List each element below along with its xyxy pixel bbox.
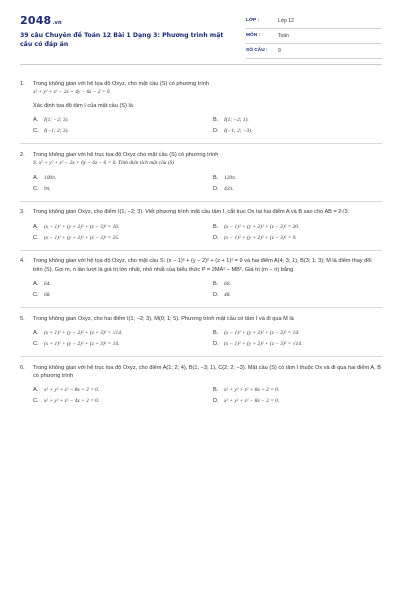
- info-label: LỚP :: [246, 18, 260, 23]
- option-value: 120π.: [224, 174, 237, 181]
- option-value: 68.: [44, 292, 51, 299]
- option-value: 64.: [44, 281, 51, 288]
- info-value: Lớp 12: [278, 18, 294, 24]
- option-value: (x − 1)² + (y + 2)² + (z − 3)² = √14.: [224, 341, 303, 348]
- option-value: (x − 1)² + (y + 2)² + (z − 3)² = 14.: [224, 330, 300, 337]
- option-label: C.: [33, 128, 39, 135]
- question-text: Trong không gian Oxyz, cho điểm I(1; −2; 3). Viết phương trình mặt cầu tâm I, cắt trục Ox tại hai điểm A và B sao cho AB = 2√3.: [33, 209, 350, 216]
- question-number: 1.: [20, 81, 25, 87]
- answer-option[interactable]: [213, 397, 279, 405]
- site-logo[interactable]: [20, 14, 62, 27]
- question-body: [33, 315, 382, 351]
- answer-row: [33, 280, 382, 291]
- answer-row: [33, 291, 382, 302]
- option-label: D.: [213, 341, 219, 348]
- question-subtext: Xác định tọa độ tâm I của mặt cầu (S) là: [33, 102, 133, 109]
- document-header: [20, 14, 382, 58]
- answer-options: [33, 223, 382, 245]
- option-label: D.: [213, 234, 219, 241]
- answer-option[interactable]: [213, 174, 236, 182]
- answer-row: [33, 116, 382, 127]
- option-label: B.: [213, 223, 219, 230]
- info-row-count: [246, 46, 382, 59]
- option-label: D.: [213, 128, 219, 135]
- answer-options: [33, 329, 382, 351]
- answer-options: [33, 280, 382, 302]
- answer-option[interactable]: [213, 280, 231, 288]
- question-body: [33, 257, 382, 302]
- answer-option[interactable]: [33, 280, 51, 288]
- option-value: 60.: [224, 281, 231, 288]
- info-label: MÔN :: [246, 33, 261, 38]
- question-body: [33, 364, 382, 409]
- answer-option[interactable]: [213, 185, 233, 193]
- option-value: (x − 1)² + (y + 2)² + (z − 3)² = 16.: [44, 223, 120, 230]
- question-separator: [20, 143, 382, 144]
- question-list: [20, 80, 382, 408]
- question-text: Trong không gian với hệ tọa độ Oxyz, cho mặt cầu (S) có phương trình: [33, 81, 209, 87]
- answer-row: [33, 340, 382, 351]
- answer-option[interactable]: [33, 174, 56, 182]
- option-label: A.: [33, 387, 39, 394]
- question-formula: x² + y² + z² − 2x + 4y − 6z − 2 = 0.: [33, 89, 111, 96]
- answer-row: [33, 397, 382, 408]
- answer-option[interactable]: [33, 185, 51, 193]
- option-label: B.: [213, 174, 219, 181]
- option-value: I(−1; 2; 3).: [44, 128, 69, 135]
- document-info: [246, 16, 382, 61]
- answer-option[interactable]: [213, 234, 297, 242]
- answer-option[interactable]: [33, 386, 99, 394]
- option-value: x² + y² + z² − 4x + 2 = 0.: [44, 398, 100, 405]
- answer-row: [33, 185, 382, 196]
- option-value: 9π.: [44, 185, 51, 192]
- option-label: A.: [33, 117, 39, 124]
- logo-text: 2048: [20, 14, 52, 27]
- question-number: 3.: [20, 209, 25, 216]
- option-label: A.: [33, 174, 39, 181]
- question-text: Trong không gian với hệ tọa độ Oxyz, cho mặt cầu S: (x − 1)² + (y − 2)² + (z + 1)² = 9 và hai điểm A(4; 3; 1), B(3; 1; 3); M là điểm thay đổi trên (S). Gọi m, n lần lượt là giá trị lớn nhất, nhỏ nhất của biểu thức P = 2MA² − MB². Giá trị (m − n) bằng: [33, 258, 372, 273]
- answer-option[interactable]: [213, 291, 231, 299]
- option-label: D.: [213, 398, 219, 405]
- option-label: A.: [33, 223, 39, 230]
- option-label: C.: [33, 341, 39, 348]
- option-value: (x − 1)² + (y + 2)² + (z − 3)² = 9.: [224, 234, 297, 241]
- option-value: (x + 1)² + (y − 2)² + (z + 3)² = √14.: [44, 330, 123, 337]
- option-label: B.: [213, 387, 219, 394]
- answer-option[interactable]: [33, 329, 122, 337]
- option-value: x² + y² + z² + 8x + 2 = 0.: [224, 387, 280, 394]
- info-row-subject: [246, 31, 382, 44]
- question-number: 4.: [20, 258, 25, 265]
- option-label: A.: [33, 281, 39, 288]
- question-item: [20, 80, 382, 138]
- option-label: B.: [213, 117, 219, 124]
- question-item: [20, 364, 382, 409]
- answer-option[interactable]: [33, 234, 119, 242]
- option-value: 42π.: [224, 185, 234, 192]
- option-label: C.: [33, 292, 39, 299]
- option-label: C.: [33, 398, 39, 405]
- answer-option[interactable]: [213, 223, 299, 231]
- answer-option[interactable]: [213, 116, 249, 124]
- question-separator: [20, 307, 382, 308]
- question-text: Trong không gian với hệ trục tọa độ Oxyz cho mặt cầu (S) có phương trình: [33, 151, 219, 158]
- option-value: I(1; −2; 1).: [224, 117, 249, 124]
- question-body: [33, 151, 382, 196]
- option-value: 48.: [224, 292, 231, 299]
- question-text: Trong không gian với hệ trục tọa độ Oxyz, cho điểm A(1; 2; 4), B(1; −3; 1), C(2; 2; −3). Mặt cầu (S) có tâm I thuộc Ox và đi qua hai điểm A, B có phương trình: [33, 364, 381, 380]
- option-value: I(−1; 2; −3).: [224, 128, 253, 135]
- question-item: [20, 257, 382, 302]
- answer-row: [33, 386, 382, 397]
- option-label: D.: [213, 185, 219, 192]
- answer-row: [33, 234, 382, 245]
- header-divider: [20, 64, 382, 65]
- question-item: [20, 208, 382, 244]
- answer-option[interactable]: [213, 386, 279, 394]
- question-number: 2.: [20, 151, 25, 158]
- option-value: 100π.: [44, 174, 57, 181]
- question-number: 5.: [20, 315, 25, 322]
- answer-option[interactable]: [33, 340, 119, 348]
- question-separator: [20, 201, 382, 202]
- info-row-class: [246, 16, 382, 29]
- info-label: SỐ CÂU :: [246, 48, 268, 53]
- answer-row: [33, 174, 382, 185]
- answer-row: [33, 329, 382, 340]
- question-item: [20, 151, 382, 196]
- answer-option[interactable]: [213, 340, 302, 348]
- question-number: 6.: [20, 364, 25, 371]
- question-body: [33, 80, 382, 138]
- answer-option[interactable]: [33, 223, 119, 231]
- option-label: B.: [213, 281, 219, 288]
- option-label: B.: [213, 330, 219, 337]
- option-label: C.: [33, 234, 39, 241]
- answer-options: [33, 116, 382, 138]
- answer-option[interactable]: [33, 397, 99, 405]
- option-value: x² + y² + z² − 8x + 2 = 0.: [44, 387, 100, 394]
- option-label: A.: [33, 330, 39, 337]
- option-value: x² + y² + z² − 8x − 2 = 0.: [224, 398, 280, 405]
- answer-option[interactable]: [33, 116, 69, 124]
- answer-option[interactable]: [33, 127, 69, 135]
- question-separator: [20, 356, 382, 357]
- option-label: C.: [33, 185, 39, 192]
- option-value: I(1; −2; 3).: [44, 117, 69, 124]
- answer-option[interactable]: [33, 291, 51, 299]
- answer-options: [33, 174, 382, 196]
- answer-option[interactable]: [213, 127, 252, 135]
- question-formula: S: x² + y² + z² − 2x + 6y − 6z − 6 = 0. Tính diện tích mặt cầu (S): [33, 160, 175, 167]
- question-item: [20, 315, 382, 351]
- answer-options: [33, 386, 382, 408]
- option-value: (x − 1)² + (y + 2)² + (z − 3)² = 20.: [224, 223, 300, 230]
- answer-option[interactable]: [213, 329, 299, 337]
- answer-row: [33, 223, 382, 234]
- info-value: 9: [278, 48, 281, 54]
- question-separator: [20, 250, 382, 251]
- document-title: 39 câu Chuyên đề Toán 12 Bài 1 Dạng 3: Phương trình mặt cầu có đáp án: [20, 32, 224, 48]
- question-text: Trong không gian Oxyz, cho hai điểm I(1; −2; 3), M(0; 1; 5). Phương trình mặt cầu có tâm I và đi qua M là: [33, 315, 294, 322]
- answer-row: [33, 127, 382, 138]
- logo-suffix: .vn: [52, 20, 62, 26]
- option-value: (x − 1)² + (y + 2)² + (z − 3)² = 25.: [44, 234, 120, 241]
- info-value: Toán: [278, 33, 289, 39]
- question-body: [33, 208, 382, 244]
- option-value: (x + 1)² + (y − 2)² + (z + 3)² = 14.: [44, 341, 120, 348]
- option-label: D.: [213, 292, 219, 299]
